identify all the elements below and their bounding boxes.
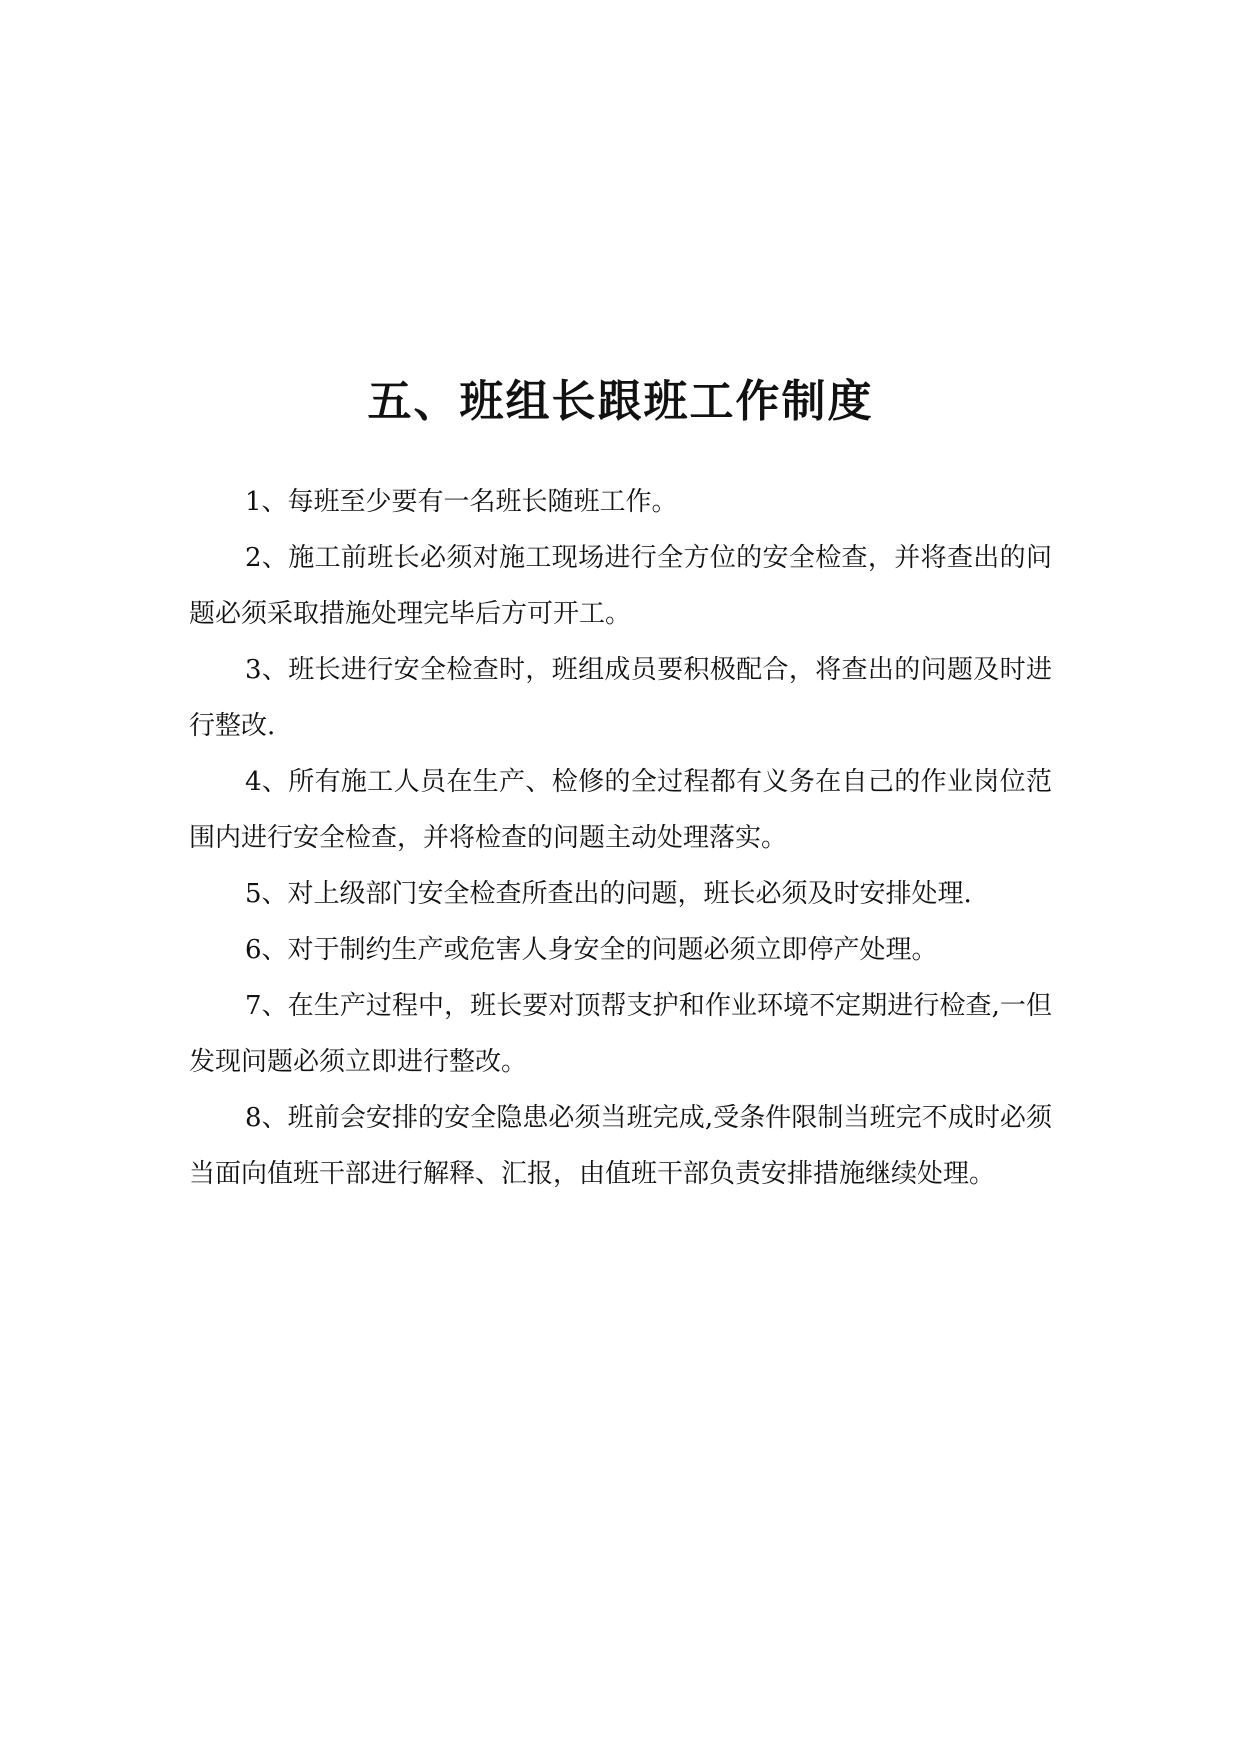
rule-item-6: 6、对于制约生产或危害人身安全的问题必须立即停产处理。 xyxy=(245,935,938,965)
rule-item-4: 4、所有施工人员在生产、检修的全过程都有义务在自己的作业岗位范围内进行安全检查，并将检查的问题主动处理落实。 xyxy=(189,767,1052,853)
rule-item-7: 7、在生产过程中，班长要对顶帮支护和作业环境不定期进行检查,一但发现问题必须立即进行整改。 xyxy=(189,991,1052,1077)
rule-item-1: 1、每班至少要有一名班长随班工作。 xyxy=(245,487,678,517)
rule-item-5: 5、对上级部门安全检查所查出的问题，班长必须及时安排处理. xyxy=(245,879,972,909)
rules-list xyxy=(189,474,1052,1202)
rule-item-3: 3、班长进行安全检查时，班组成员要积极配合，将查出的问题及时进行整改. xyxy=(189,655,1052,741)
rule-item-8: 8、班前会安排的安全隐患必须当班完成,受条件限制当班完不成时必须当面向值班干部进行解释、汇报，由值班干部负责安排措施继续处理。 xyxy=(189,1103,1052,1189)
rule-item-2: 2、施工前班长必须对施工现场进行全方位的安全检查，并将查出的问题必须采取措施处理完毕后方可开工。 xyxy=(189,543,1052,629)
page-title: 五、班组长跟班工作制度 xyxy=(367,376,874,427)
